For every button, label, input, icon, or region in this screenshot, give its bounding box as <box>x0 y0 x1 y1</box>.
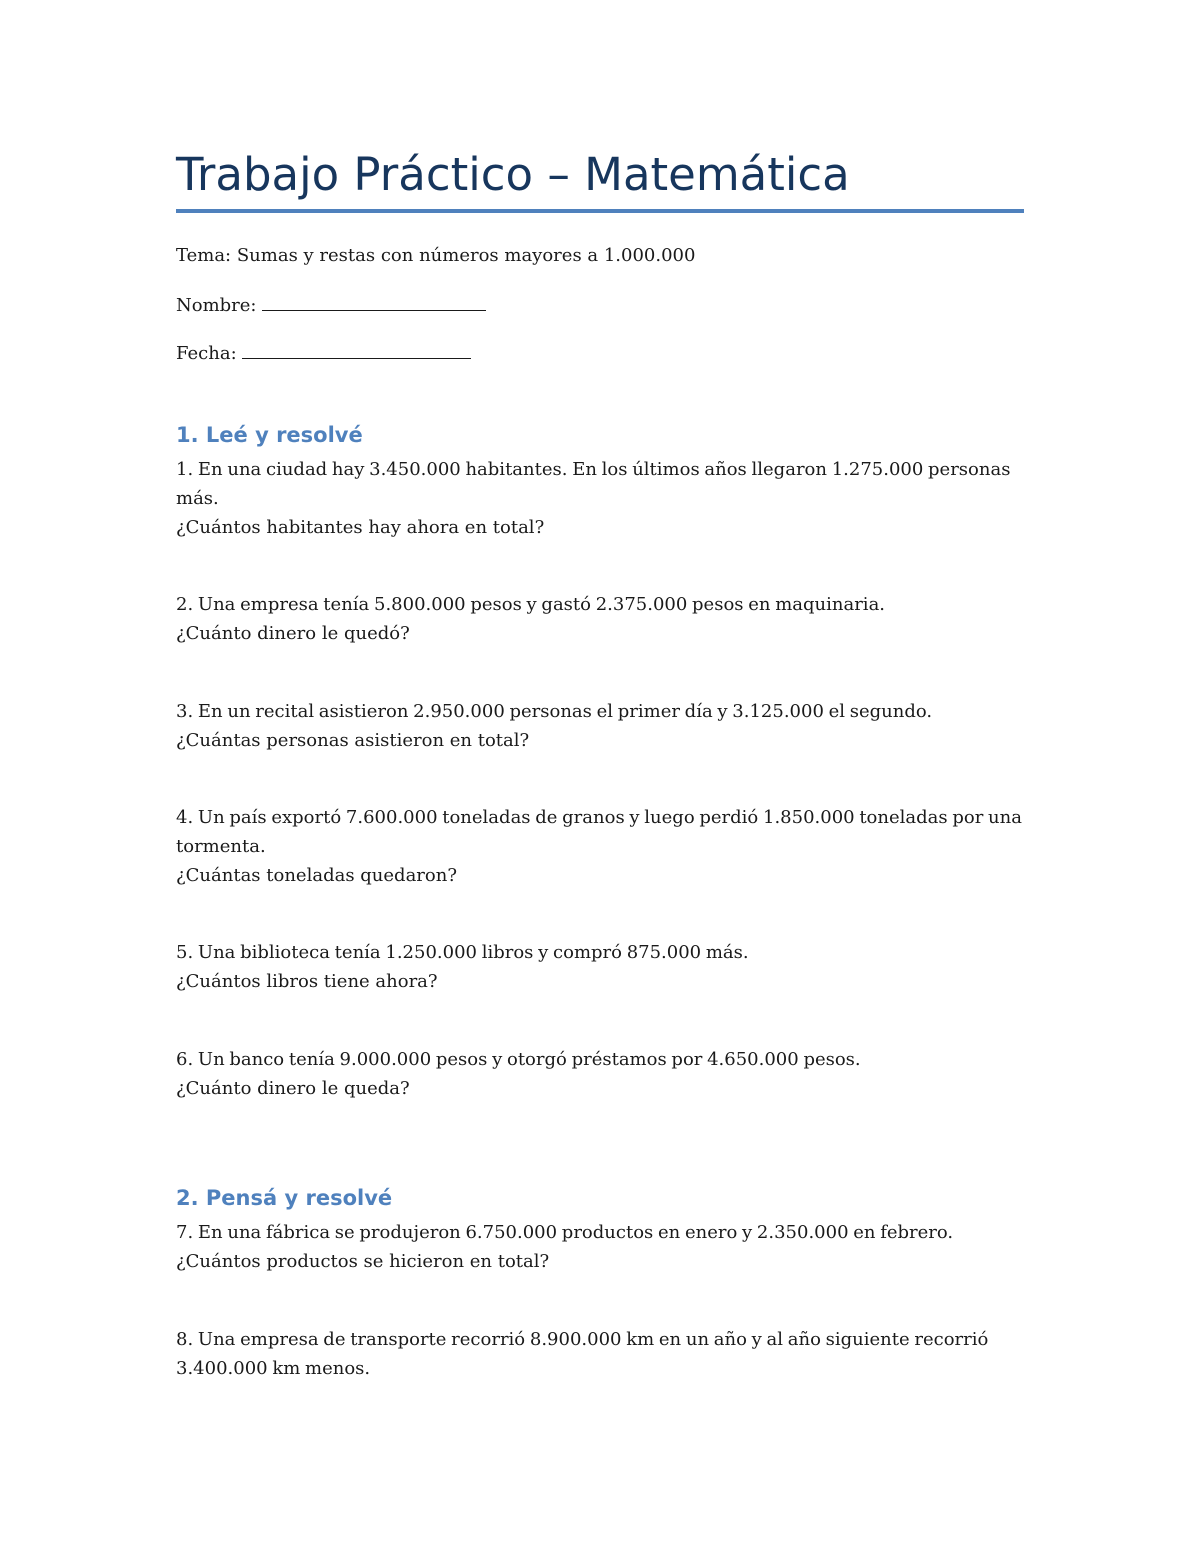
problem-statement: 3. En un recital asistieron 2.950.000 personas el primer día y 3.125.000 el segundo. <box>176 701 933 722</box>
problem-question: ¿Cuántos habitantes hay ahora en total? <box>176 517 545 538</box>
problem-question: ¿Cuántos productos se hicieron en total? <box>176 1251 550 1272</box>
nombre-field[interactable] <box>176 290 1024 320</box>
problem-5 <box>176 938 1024 996</box>
problem-8 <box>176 1325 1024 1383</box>
problem-6 <box>176 1045 1024 1103</box>
nombre-label: Nombre: <box>176 295 257 316</box>
section-heading-2: 2. Pensá y resolvé <box>176 1186 393 1210</box>
fecha-label: Fecha: <box>176 343 237 364</box>
problem-2 <box>176 590 1024 648</box>
problem-statement: 6. Un banco tenía 9.000.000 pesos y otorgó préstamos por 4.650.000 pesos. <box>176 1049 861 1070</box>
problem-question: ¿Cuántos libros tiene ahora? <box>176 971 438 992</box>
problem-4 <box>176 803 1024 890</box>
nombre-blank[interactable] <box>262 290 486 311</box>
problem-7 <box>176 1218 1024 1276</box>
section-heading-1: 1. Leé y resolvé <box>176 423 363 447</box>
problem-question: ¿Cuántas toneladas quedaron? <box>176 865 457 886</box>
problem-question: ¿Cuánto dinero le queda? <box>176 1078 410 1099</box>
problem-statement: 7. En una fábrica se produjeron 6.750.000 productos en enero y 2.350.000 en febrero. <box>176 1222 954 1243</box>
problem-statement: 8. Una empresa de transporte recorrió 8.900.000 km en un año y al año siguiente recorrió 3.400.000 km menos. <box>176 1329 989 1379</box>
fecha-field[interactable] <box>176 338 1024 368</box>
title-underline <box>176 209 1024 213</box>
problem-3 <box>176 697 1024 755</box>
problem-1 <box>176 455 1024 542</box>
problem-statement: 1. En una ciudad hay 3.450.000 habitantes. En los últimos años llegaron 1.275.000 personas más. <box>176 459 1011 509</box>
problem-statement: 5. Una biblioteca tenía 1.250.000 libros y compró 875.000 más. <box>176 942 749 963</box>
document-title: Trabajo Práctico – Matemática <box>176 148 850 201</box>
problem-question: ¿Cuántas personas asistieron en total? <box>176 730 530 751</box>
problem-statement: 2. Una empresa tenía 5.800.000 pesos y gastó 2.375.000 pesos en maquinaria. <box>176 594 886 615</box>
tema-line: Tema: Sumas y restas con números mayores a 1.000.000 <box>176 245 696 266</box>
problem-question: ¿Cuánto dinero le quedó? <box>176 623 410 644</box>
problem-statement: 4. Un país exportó 7.600.000 toneladas de granos y luego perdió 1.850.000 toneladas por una tormenta. <box>176 807 1022 857</box>
fecha-blank[interactable] <box>242 338 471 359</box>
